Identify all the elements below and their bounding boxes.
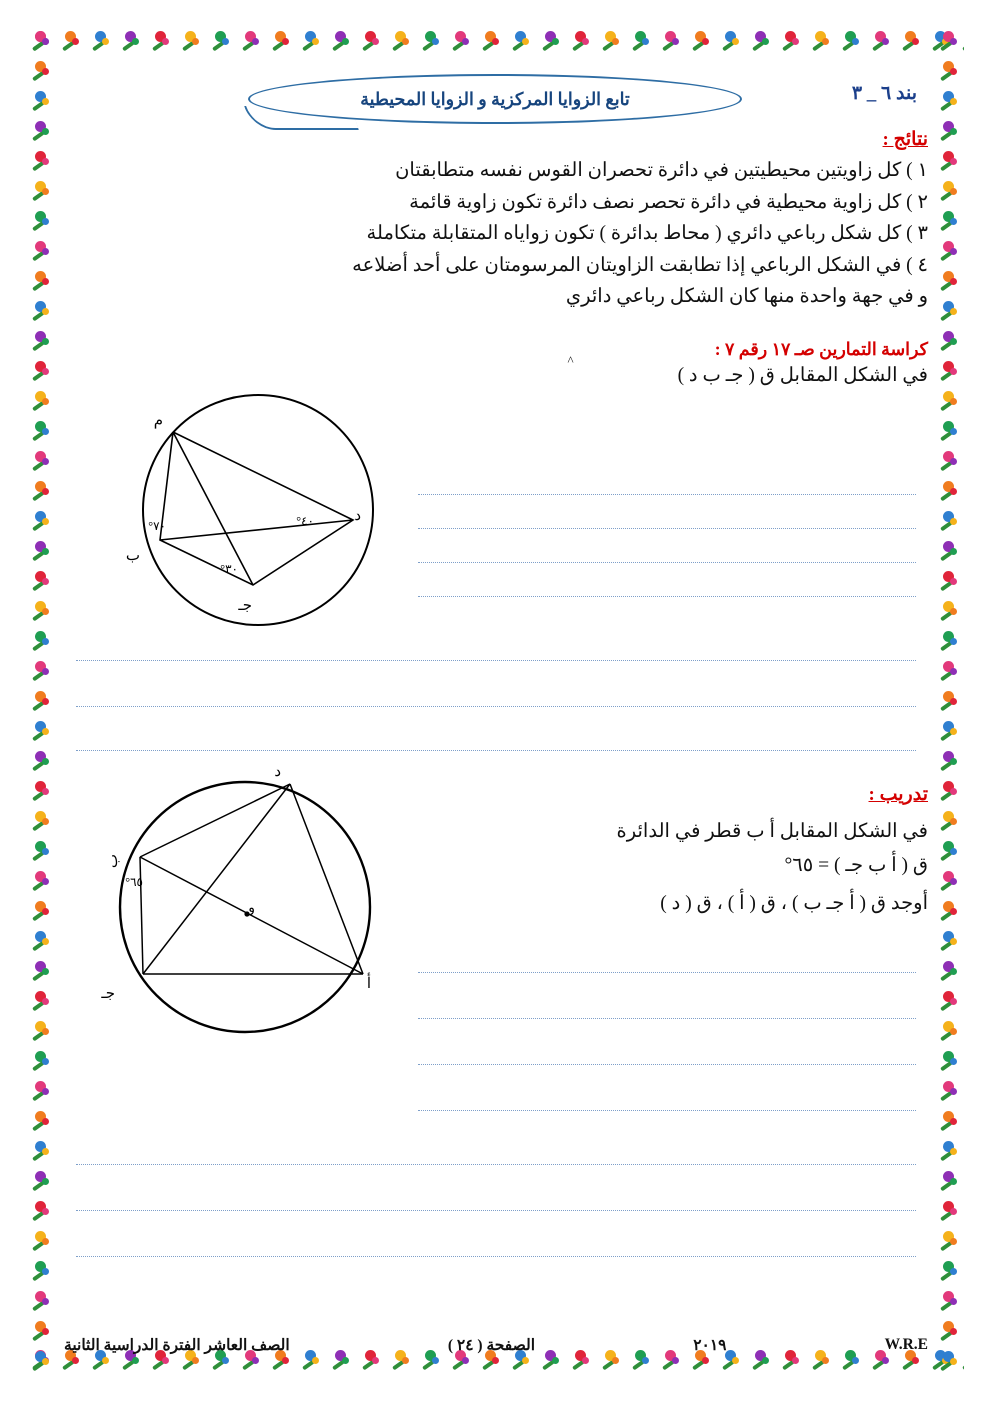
flower-icon [42, 128, 49, 135]
floral-ornament [30, 420, 54, 444]
floral-ornament [300, 30, 324, 54]
floral-ornament [938, 1140, 962, 1164]
figure-label-top: م [153, 413, 163, 429]
answer-line [418, 1018, 916, 1019]
floral-ornament [938, 270, 962, 294]
floral-ornament [330, 30, 354, 54]
flower-icon [222, 38, 229, 45]
flower-icon [950, 1328, 957, 1335]
flower-icon [42, 1298, 49, 1305]
floral-ornament [30, 390, 54, 414]
floral-ornament [938, 870, 962, 894]
answer-line [76, 1256, 916, 1257]
floral-ornament [270, 30, 294, 54]
floral-ornament [938, 390, 962, 414]
flower-icon [912, 38, 919, 45]
floral-ornament [480, 30, 504, 54]
floral-ornament [938, 780, 962, 804]
floral-ornament [30, 180, 54, 204]
flower-icon [950, 698, 957, 705]
floral-ornament [30, 150, 54, 174]
flower-icon [42, 368, 49, 375]
exercise-question-text: في الشكل المقابل ق ( جـ ب د ) [677, 364, 928, 386]
answer-line [76, 1164, 916, 1165]
floral-ornament [938, 960, 962, 984]
page-title: تابع الزوايا المركزية و الزوايا المحيطية [360, 88, 630, 109]
floral-ornament [150, 30, 174, 54]
floral-ornament [30, 1320, 54, 1344]
flower-icon [42, 458, 49, 465]
flower-icon [950, 818, 957, 825]
floral-ornament [938, 1170, 962, 1194]
figure-label-b: ب [105, 854, 121, 869]
flower-icon [950, 1268, 957, 1275]
floral-ornament [30, 600, 54, 624]
flower-icon [42, 428, 49, 435]
floral-ornament [30, 300, 54, 324]
answer-line [418, 596, 916, 597]
results-heading: نتائج : [882, 129, 928, 150]
flower-icon [552, 38, 559, 45]
flower-icon [42, 38, 49, 45]
floral-ornament [810, 30, 834, 54]
floral-ornament [938, 180, 962, 204]
floral-ornament [938, 1260, 962, 1284]
flower-icon [950, 1358, 957, 1365]
floral-ornament [30, 1140, 54, 1164]
flower-icon [950, 398, 957, 405]
floral-ornament [360, 30, 384, 54]
flower-icon [762, 38, 769, 45]
floral-ornament [30, 930, 54, 954]
floral-ornament [450, 30, 474, 54]
page-content [64, 128, 928, 1308]
practice-line-2: ق ( ﺃ ب جـ ) = ٦٥° [784, 855, 928, 876]
list-item: ٣ ) كل شكل رباعي دائري ( محاط بدائرة ) تكون زواياه المتقابلة متكاملة [366, 223, 928, 245]
answer-line [76, 660, 916, 661]
figure-angle-30: ٣٠° [220, 562, 238, 576]
flower-icon [252, 38, 259, 45]
flower-icon [950, 1088, 957, 1095]
flower-icon [42, 848, 49, 855]
flower-icon [950, 428, 957, 435]
answer-line [418, 1064, 916, 1065]
flower-icon [42, 1148, 49, 1155]
floral-ornament [938, 1020, 962, 1044]
list-item: ٤ ) في الشكل الرباعي إذا تطابقت الزاويتان المرسومتان على أحد أضلاعه [352, 254, 928, 276]
flower-icon [950, 908, 957, 915]
flower-icon [950, 338, 957, 345]
flower-icon [950, 638, 957, 645]
flower-icon [162, 38, 169, 45]
floral-ornament [938, 690, 962, 714]
flower-icon [42, 1118, 49, 1125]
floral-ornament [510, 30, 534, 54]
flower-icon [950, 728, 957, 735]
flower-icon [42, 548, 49, 555]
floral-ornament [30, 900, 54, 924]
flower-icon [950, 848, 957, 855]
circle-quadrilateral-figure [118, 370, 418, 650]
floral-ornament [660, 30, 684, 54]
flower-icon [42, 608, 49, 615]
floral-ornament [90, 30, 114, 54]
floral-ornament [938, 1290, 962, 1314]
floral-ornament [600, 30, 624, 54]
floral-ornament [30, 30, 54, 54]
floral-ornament [30, 330, 54, 354]
footer-author: W.R.E [884, 1336, 928, 1353]
floral-ornament [938, 630, 962, 654]
figure-angle-70: ٧٠° [148, 519, 166, 533]
floral-ornament [938, 1350, 962, 1374]
flower-icon [950, 968, 957, 975]
flower-icon [950, 248, 957, 255]
figure-angle-65: ٦٥° [125, 875, 143, 889]
flower-icon [950, 38, 957, 45]
practice-line-1: في الشكل المقابل أ ب قطر في الدائرة [616, 821, 928, 842]
floral-ornament [30, 1080, 54, 1104]
figure-label-center: و [248, 901, 255, 916]
flower-icon [462, 38, 469, 45]
floral-ornament [938, 1200, 962, 1224]
flower-icon [950, 188, 957, 195]
answer-line [418, 562, 916, 563]
flower-icon [42, 248, 49, 255]
floral-ornament [30, 1350, 54, 1374]
flower-icon [582, 38, 589, 45]
practice-line-3: أوجد ق ( ﺃ جـ ب ) ، ق ( ﺃ ) ، ق ( د ) [660, 893, 928, 914]
flower-icon [42, 218, 49, 225]
flower-icon [950, 518, 957, 525]
floral-ornament [30, 270, 54, 294]
flower-icon [950, 368, 957, 375]
flower-icon [702, 38, 709, 45]
floral-ornament [938, 1110, 962, 1134]
floral-ornament [938, 600, 962, 624]
flower-icon [42, 638, 49, 645]
flower-icon [402, 38, 409, 45]
flower-icon [950, 488, 957, 495]
floral-ornament [30, 1230, 54, 1254]
practice-figure [95, 762, 415, 1062]
flower-icon [950, 938, 957, 945]
footer-grade: الصف العاشر الفترة الدراسية الثانية [64, 1336, 290, 1354]
floral-ornament [900, 30, 924, 54]
floral-ornament [938, 420, 962, 444]
flower-icon [950, 608, 957, 615]
floral-ornament [420, 30, 444, 54]
figure-label-left: ب [125, 548, 140, 564]
floral-ornament [30, 840, 54, 864]
exercise-heading: كراسة التمارين صـ ١٧ رقم ٧ : [714, 338, 928, 359]
flower-icon [950, 308, 957, 315]
flower-icon [492, 38, 499, 45]
figure-label-right: د [354, 508, 361, 524]
results-list [64, 155, 928, 281]
flower-icon [42, 968, 49, 975]
flower-icon [42, 188, 49, 195]
flower-icon [42, 488, 49, 495]
floral-ornament [938, 720, 962, 744]
floral-ornament [938, 450, 962, 474]
flower-icon [950, 788, 957, 795]
floral-ornament [780, 30, 804, 54]
flower-icon [42, 908, 49, 915]
flower-icon [42, 1028, 49, 1035]
floral-ornament [938, 510, 962, 534]
floral-ornament [30, 450, 54, 474]
floral-ornament [630, 30, 654, 54]
floral-ornament [938, 1080, 962, 1104]
floral-ornament [30, 780, 54, 804]
floral-ornament [690, 30, 714, 54]
answer-line [418, 494, 916, 495]
answer-line [418, 528, 916, 529]
flower-icon [950, 1298, 957, 1305]
flower-icon [42, 998, 49, 1005]
flower-icon [42, 338, 49, 345]
flower-icon [950, 1058, 957, 1065]
flower-icon [950, 1148, 957, 1155]
flower-icon [42, 578, 49, 585]
flower-icon [672, 38, 679, 45]
floral-ornament [30, 1290, 54, 1314]
figure-angle-40: ٤٠° [296, 514, 314, 528]
flower-icon [792, 38, 799, 45]
footer-page-number: الصفحة ( ٢٤ ) [447, 1336, 536, 1354]
flower-icon [950, 578, 957, 585]
floral-ornament [938, 300, 962, 324]
flower-icon [42, 518, 49, 525]
flower-icon [102, 38, 109, 45]
floral-ornament [938, 150, 962, 174]
floral-ornament [938, 480, 962, 504]
flower-icon [642, 38, 649, 45]
flower-icon [42, 1358, 49, 1365]
floral-ornament [30, 870, 54, 894]
floral-ornament [30, 1050, 54, 1074]
floral-ornament [938, 360, 962, 384]
floral-ornament [30, 210, 54, 234]
footer-year: ٢٠١٩ [693, 1336, 727, 1354]
floral-ornament [938, 990, 962, 1014]
floral-ornament [120, 30, 144, 54]
floral-ornament [938, 840, 962, 864]
flower-icon [42, 938, 49, 945]
flower-icon [42, 1178, 49, 1185]
floral-ornament [30, 1260, 54, 1284]
floral-ornament [30, 660, 54, 684]
flower-icon [42, 878, 49, 885]
flower-icon [42, 1208, 49, 1215]
flower-icon [72, 38, 79, 45]
answer-line [76, 750, 916, 751]
flower-icon [42, 818, 49, 825]
floral-ornament [30, 750, 54, 774]
page-footer [64, 1330, 928, 1360]
flower-icon [42, 728, 49, 735]
answer-line [76, 1210, 916, 1211]
figure-label-alef: ﺃ [366, 976, 371, 992]
floral-ornament [180, 30, 204, 54]
flower-icon [950, 548, 957, 555]
flower-icon [950, 158, 957, 165]
border-right [936, 28, 964, 1375]
floral-ornament [870, 30, 894, 54]
flower-icon [312, 38, 319, 45]
floral-ornament [840, 30, 864, 54]
flower-icon [432, 38, 439, 45]
floral-ornament [938, 750, 962, 774]
floral-ornament [938, 810, 962, 834]
flower-icon [42, 1328, 49, 1335]
flower-icon [950, 1028, 957, 1035]
flower-icon [950, 758, 957, 765]
floral-ornament [750, 30, 774, 54]
floral-ornament [30, 960, 54, 984]
unit-label: بند ٦ _ ٣ [851, 83, 917, 104]
floral-ornament [938, 330, 962, 354]
answer-line [418, 1110, 916, 1111]
answer-line [418, 972, 916, 973]
flower-icon [192, 38, 199, 45]
floral-ornament [938, 660, 962, 684]
flower-icon [282, 38, 289, 45]
flower-icon [950, 458, 957, 465]
flower-icon [42, 668, 49, 675]
floral-ornament [30, 690, 54, 714]
floral-ornament [938, 30, 962, 54]
flower-icon [42, 758, 49, 765]
list-item: ٢ ) كل زاوية محيطية في دائرة تحصر نصف دائرة تكون زاوية قائمة [409, 191, 928, 213]
flower-icon [852, 38, 859, 45]
floral-ornament [938, 210, 962, 234]
flower-icon [950, 878, 957, 885]
floral-ornament [938, 540, 962, 564]
flower-icon [950, 278, 957, 285]
floral-ornament [938, 1050, 962, 1074]
flower-icon [372, 38, 379, 45]
floral-ornament [30, 1200, 54, 1224]
exercise-figure [118, 370, 418, 650]
floral-ornament [938, 900, 962, 924]
flower-icon [42, 278, 49, 285]
floral-ornament [30, 510, 54, 534]
floral-ornament [30, 570, 54, 594]
page-header [0, 70, 992, 126]
figure-label-jeem: جـ [101, 986, 115, 1002]
flower-icon [42, 158, 49, 165]
flower-icon [950, 1238, 957, 1245]
floral-ornament [30, 540, 54, 564]
figure-label-top: د [274, 764, 281, 780]
floral-ornament [30, 480, 54, 504]
flower-icon [42, 788, 49, 795]
flower-icon [950, 1118, 957, 1125]
floral-ornament [30, 1170, 54, 1194]
floral-ornament [210, 30, 234, 54]
circle-diameter-figure [95, 762, 415, 1062]
flower-icon [42, 1058, 49, 1065]
flower-icon [882, 38, 889, 45]
floral-ornament [938, 1230, 962, 1254]
flower-icon [950, 1178, 957, 1185]
border-top [28, 28, 964, 56]
flower-icon [612, 38, 619, 45]
flower-icon [522, 38, 529, 45]
floral-ornament [30, 990, 54, 1014]
floral-ornament [30, 1020, 54, 1044]
floral-ornament [938, 930, 962, 954]
flower-icon [950, 668, 957, 675]
floral-ornament [390, 30, 414, 54]
flower-icon [822, 38, 829, 45]
floral-ornament [938, 1320, 962, 1344]
title-oval [248, 74, 742, 124]
angle-hat-mark: ^ [567, 352, 574, 368]
flower-icon [732, 38, 739, 45]
flower-icon [42, 1088, 49, 1095]
flower-icon [42, 1238, 49, 1245]
flower-icon [132, 38, 139, 45]
figure-label-bottom: جـ [238, 598, 252, 614]
floral-ornament [60, 30, 84, 54]
flower-icon [950, 128, 957, 135]
flower-icon [42, 1268, 49, 1275]
flower-icon [342, 38, 349, 45]
floral-ornament [570, 30, 594, 54]
flower-icon [42, 308, 49, 315]
floral-ornament [30, 810, 54, 834]
answer-line [76, 706, 916, 707]
flower-icon [950, 218, 957, 225]
floral-ornament [240, 30, 264, 54]
flower-icon [42, 398, 49, 405]
floral-ornament [938, 570, 962, 594]
practice-heading: تدريب : [868, 784, 928, 805]
floral-ornament [30, 1110, 54, 1134]
results-continuation: و في جهة واحدة منها كان الشكل رباعي دائري [565, 286, 928, 308]
flower-icon [950, 1208, 957, 1215]
border-left [28, 28, 56, 1375]
floral-ornament [30, 720, 54, 744]
flower-icon [42, 698, 49, 705]
floral-ornament [30, 360, 54, 384]
floral-ornament [30, 630, 54, 654]
flower-icon [950, 998, 957, 1005]
list-item: ١ ) كل زاويتين محيطيتين في دائرة تحصران القوس نفسه متطابقتان [395, 160, 928, 181]
floral-ornament [540, 30, 564, 54]
floral-ornament [30, 240, 54, 264]
floral-ornament [720, 30, 744, 54]
floral-ornament [938, 240, 962, 264]
